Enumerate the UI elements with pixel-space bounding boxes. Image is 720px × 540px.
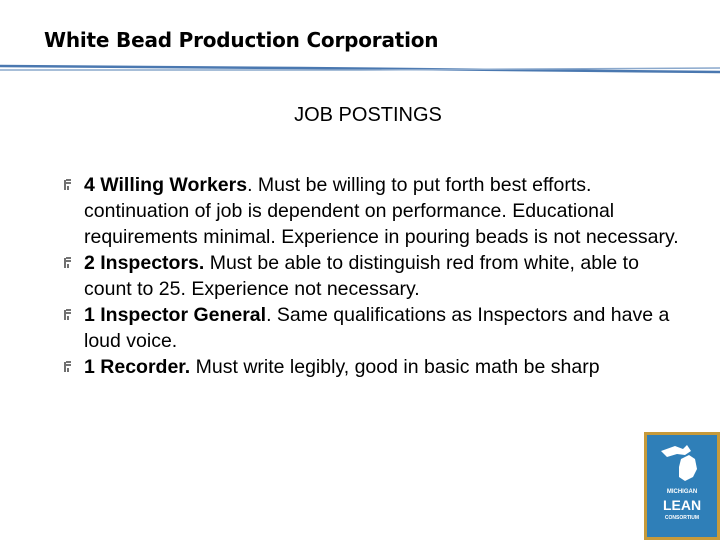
job-description: . Same qualifications as Inspectors and have a loud voice. (84, 304, 670, 352)
logo-text-michigan: MICHIGAN (666, 489, 698, 495)
logo-text-consortium: CONSORTIUM (664, 515, 700, 521)
logo-text-lean: LEAN (662, 497, 702, 513)
job-description: Must be able to distinguish red from white, able to count to 25. Experience not necessary. (84, 252, 639, 300)
job-title: 1 Recorder. (84, 356, 191, 378)
job-posting-item (64, 354, 684, 380)
bullet-icon (64, 361, 73, 373)
job-title: 1 Inspector General (84, 304, 267, 326)
job-description: . Must be willing to put forth best efforts. continuation of job is dependent on performance. Educational requirements minimal. Experience in pouring beads is not necessary. (84, 174, 679, 248)
job-posting-item (64, 172, 684, 250)
header-divider (0, 62, 720, 74)
michigan-map-icon (657, 443, 707, 485)
job-posting-item (64, 302, 684, 354)
bullet-icon (64, 257, 73, 269)
job-title: 4 Willing Workers (84, 174, 248, 196)
job-description: Must write legibly, good in basic math be sharp (190, 356, 600, 378)
bullet-icon (64, 309, 73, 321)
michigan-lean-consortium-logo (644, 432, 720, 540)
section-heading: JOB POSTINGS (294, 104, 442, 126)
job-posting-item (64, 250, 684, 302)
bullet-icon (64, 179, 73, 191)
slide-title: White Bead Production Corporation (44, 28, 439, 52)
job-postings-list (64, 172, 684, 380)
job-title: 2 Inspectors. (84, 252, 205, 274)
